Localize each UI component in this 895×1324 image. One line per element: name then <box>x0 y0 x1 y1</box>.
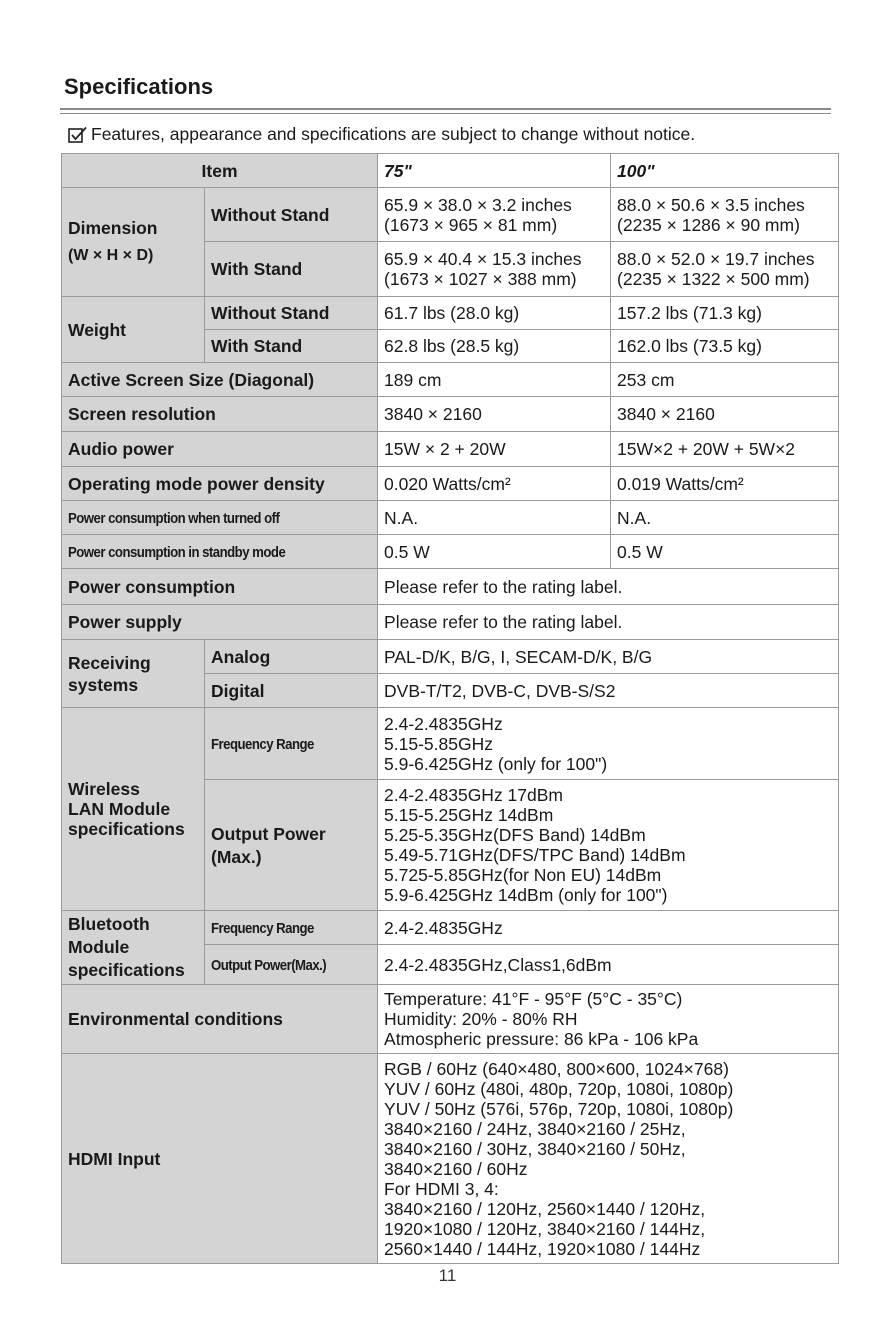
table-row <box>62 911 839 945</box>
table-header-row <box>62 154 839 188</box>
dimension-with-stand-75 <box>378 242 611 297</box>
bt-freq-label-cell <box>205 911 378 945</box>
power-density-75: 0.020 Watts/cm² <box>378 467 611 501</box>
standby-label: Power consumption in standby mode <box>68 543 286 561</box>
bt-freq-value: 2.4-2.4835GHz <box>378 911 839 945</box>
dimension-without-stand-100 <box>611 188 839 242</box>
receiving-label-line: systems <box>68 674 139 695</box>
wlan-freq-value <box>378 708 839 780</box>
table-row <box>62 188 839 242</box>
value-line: 3840×2160 / 60Hz <box>384 1158 528 1179</box>
screen-size-label: Active Screen Size (Diagonal) <box>62 363 378 397</box>
bt-freq-label: Frequency Range <box>211 919 314 937</box>
dimension-label-line1: Dimension <box>68 218 158 238</box>
value-line: 5.9-6.425GHz (only for 100") <box>384 753 608 774</box>
value-line: RGB / 60Hz (640×480, 800×600, 1024×768) <box>384 1058 729 1079</box>
screen-size-75: 189 cm <box>378 363 611 397</box>
wlan-label-line: LAN Module <box>68 799 171 819</box>
wlan-freq-label: Frequency Range <box>211 735 314 753</box>
table-row <box>62 708 839 780</box>
audio-power-100: 15W×2 + 20W + 5W×2 <box>611 432 839 467</box>
header-model-100: 100" <box>611 154 839 188</box>
table-row <box>62 985 839 1054</box>
digital-value: DVB-T/T2, DVB-C, DVB-S/S2 <box>378 674 839 708</box>
table-row <box>62 640 839 674</box>
table-row <box>62 605 839 640</box>
dimension-without-stand-label: Without Stand <box>205 188 378 242</box>
bluetooth-label-line: Bluetooth <box>68 914 150 934</box>
value-line: 2.4-2.4835GHz <box>384 713 503 734</box>
value-line: 88.0 × 52.0 × 19.7 inches <box>617 249 815 269</box>
standby-label-cell <box>62 535 378 569</box>
standby-75: 0.5 W <box>378 535 611 569</box>
resolution-75: 3840 × 2160 <box>378 397 611 432</box>
value-line: (1673 × 1027 × 388 mm) <box>384 269 577 289</box>
wlan-power-value <box>378 780 839 911</box>
weight-with-stand-100: 162.0 lbs (73.5 kg) <box>611 330 839 363</box>
weight-label: Weight <box>62 297 205 363</box>
table-row <box>62 397 839 432</box>
wlan-label <box>62 708 205 911</box>
weight-with-stand-label: With Stand <box>205 330 378 363</box>
dimension-without-stand-75 <box>378 188 611 242</box>
bluetooth-label-line: Module <box>68 937 130 957</box>
analog-label: Analog <box>205 640 378 674</box>
header-item: Item <box>62 154 378 188</box>
standby-100: 0.5 W <box>611 535 839 569</box>
value-line: Atmospheric pressure: 86 kPa - 106 kPa <box>384 1029 699 1049</box>
value-line: 5.25-5.35GHz(DFS Band) 14dBm <box>384 825 646 845</box>
specifications-table <box>61 153 839 1264</box>
value-line: 5.15-5.25GHz 14dBm <box>384 805 554 825</box>
weight-without-stand-100: 157.2 lbs (71.3 kg) <box>611 297 839 330</box>
value-line: (1673 × 965 × 81 mm) <box>384 214 558 235</box>
receiving-label <box>62 640 205 708</box>
wlan-label-line: specifications <box>68 819 185 839</box>
power-density-100: 0.019 Watts/cm² <box>611 467 839 501</box>
checkbox-checked-icon <box>68 126 88 144</box>
table-row <box>62 501 839 535</box>
hdmi-label: HDMI Input <box>62 1054 378 1264</box>
resolution-label: Screen resolution <box>62 397 378 432</box>
power-supply-label: Power supply <box>62 605 378 640</box>
value-line: 2560×1440 / 144Hz, 1920×1080 / 144Hz <box>384 1238 701 1259</box>
value-line: YUV / 60Hz (480i, 480p, 720p, 1080i, 1080p) <box>384 1078 734 1099</box>
weight-without-stand-label: Without Stand <box>205 297 378 330</box>
audio-power-label: Audio power <box>62 432 378 467</box>
table-row <box>62 535 839 569</box>
table-row <box>62 363 839 397</box>
value-line: (2235 × 1286 × 90 mm) <box>617 214 800 235</box>
bluetooth-label-line: specifications <box>68 960 185 980</box>
header-model-75: 75" <box>378 154 611 188</box>
wlan-power-label <box>205 780 378 911</box>
wlan-power-label-line: Output Power <box>211 823 326 844</box>
power-off-label-cell <box>62 501 378 535</box>
value-line: 1920×1080 / 120Hz, 3840×2160 / 144Hz, <box>384 1218 706 1239</box>
dimension-with-stand-label: With Stand <box>205 242 378 297</box>
wlan-label-line: Wireless <box>68 779 140 799</box>
page-number: 11 <box>438 1266 457 1285</box>
value-line: 88.0 × 50.6 × 3.5 inches <box>617 194 805 215</box>
screen-size-100: 253 cm <box>611 363 839 397</box>
table-row <box>62 432 839 467</box>
environment-value <box>378 985 839 1054</box>
power-consumption-label: Power consumption <box>62 569 378 605</box>
value-line: For HDMI 3, 4: <box>384 1178 499 1199</box>
wlan-freq-label-cell <box>205 708 378 780</box>
value-line: 5.9-6.425GHz 14dBm (only for 100") <box>384 885 668 905</box>
wlan-power-label-line: (Max.) <box>211 846 262 867</box>
audio-power-75: 15W × 2 + 20W <box>378 432 611 467</box>
analog-value: PAL-D/K, B/G, I, SECAM-D/K, B/G <box>378 640 839 674</box>
value-line: 65.9 × 38.0 × 3.2 inches <box>384 194 572 215</box>
page-title: Specifications <box>64 74 214 99</box>
bt-power-value: 2.4-2.4835GHz,Class1,6dBm <box>378 945 839 985</box>
resolution-100: 3840 × 2160 <box>611 397 839 432</box>
hdmi-value <box>378 1054 839 1264</box>
power-off-75: N.A. <box>378 501 611 535</box>
weight-with-stand-75: 62.8 lbs (28.5 kg) <box>378 330 611 363</box>
digital-label: Digital <box>205 674 378 708</box>
dimension-with-stand-100 <box>611 242 839 297</box>
dimension-label <box>62 188 205 297</box>
table-row <box>62 1054 839 1264</box>
value-line: 3840×2160 / 24Hz, 3840×2160 / 25Hz, <box>384 1118 686 1139</box>
value-line: Temperature: 41°F - 95°F (5°C - 35°C) <box>384 989 683 1009</box>
title-divider <box>60 108 831 110</box>
table-row <box>62 569 839 605</box>
power-consumption-value: Please refer to the rating label. <box>378 569 839 605</box>
notice <box>68 124 695 145</box>
value-line: 5.15-5.85GHz <box>384 733 493 754</box>
receiving-label-line: Receiving <box>68 652 151 673</box>
power-supply-value: Please refer to the rating label. <box>378 605 839 640</box>
value-line: 2.4-2.4835GHz 17dBm <box>384 785 564 805</box>
value-line: Humidity: 20% - 80% RH <box>384 1009 578 1029</box>
bt-power-label: Output Power(Max.) <box>211 956 327 974</box>
value-line: 5.49-5.71GHz(DFS/TPC Band) 14dBm <box>384 845 686 865</box>
value-line: 5.725-5.85GHz(for Non EU) 14dBm <box>384 865 662 885</box>
bt-power-label-cell <box>205 945 378 985</box>
notice-text: Features, appearance and specifications are subject to change without notice. <box>91 124 696 144</box>
title-divider-thin <box>60 113 831 114</box>
value-line: 65.9 × 40.4 × 15.3 inches <box>384 249 582 269</box>
dimension-label-line2: (W × H × D) <box>68 247 154 264</box>
weight-without-stand-75: 61.7 lbs (28.0 kg) <box>378 297 611 330</box>
power-off-label: Power consumption when turned off <box>68 509 280 527</box>
value-line: 3840×2160 / 30Hz, 3840×2160 / 50Hz, <box>384 1138 686 1159</box>
power-off-100: N.A. <box>611 501 839 535</box>
value-line: (2235 × 1322 × 500 mm) <box>617 269 810 289</box>
bluetooth-label <box>62 911 205 985</box>
power-density-label: Operating mode power density <box>62 467 378 501</box>
value-line: 3840×2160 / 120Hz, 2560×1440 / 120Hz, <box>384 1198 706 1219</box>
environment-label: Environmental conditions <box>62 985 378 1054</box>
table-row <box>62 297 839 330</box>
table-row <box>62 467 839 501</box>
value-line: YUV / 50Hz (576i, 576p, 720p, 1080i, 1080p) <box>384 1098 734 1119</box>
